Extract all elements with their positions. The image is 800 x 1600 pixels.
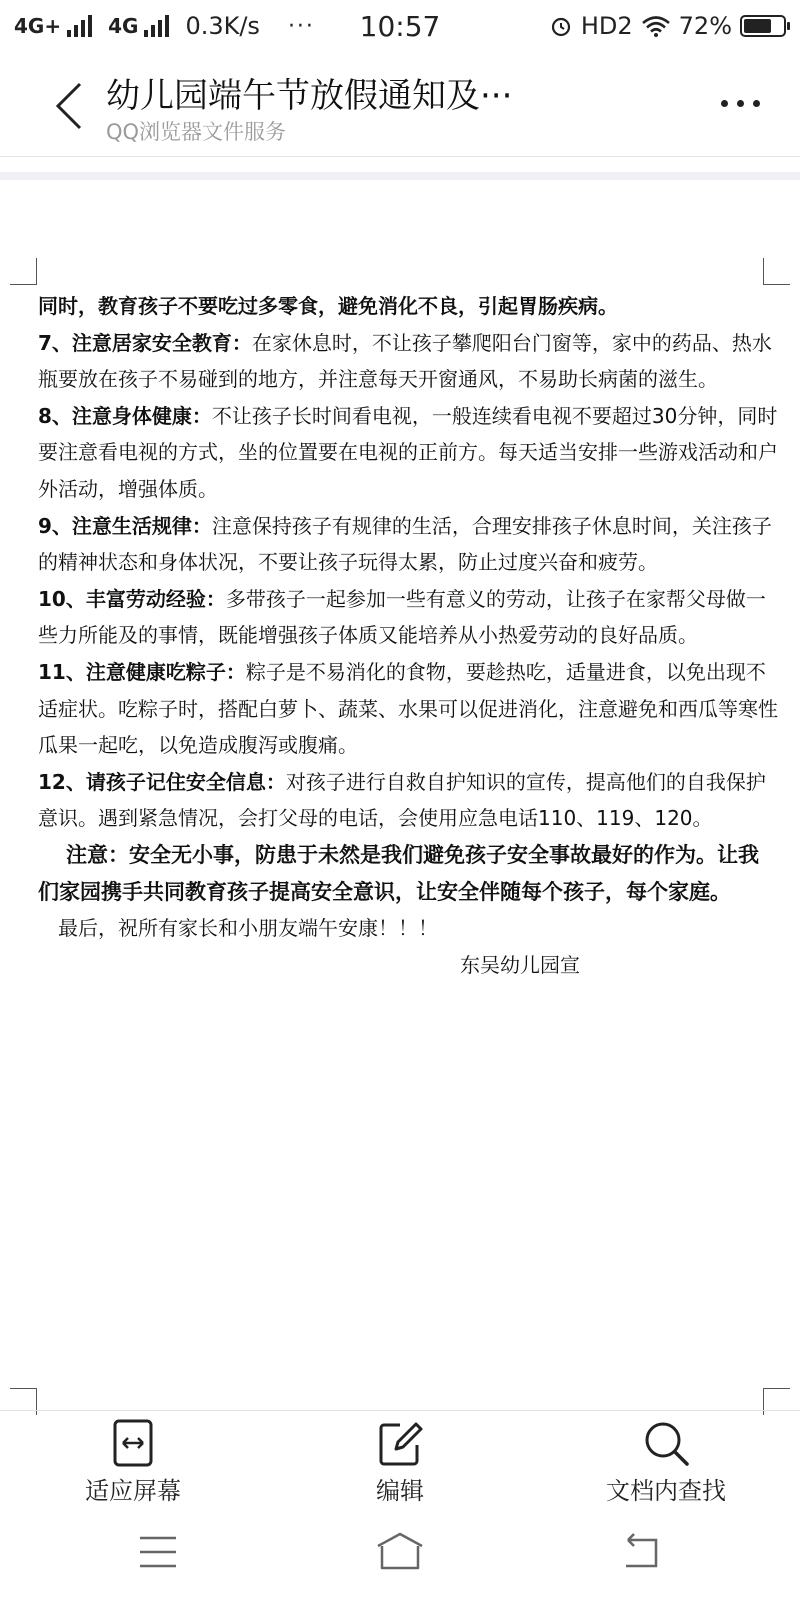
search-icon: [642, 1419, 690, 1467]
title-bar: [0, 52, 800, 157]
notification-dots: ···: [287, 13, 315, 39]
alarm-icon: [549, 14, 573, 38]
edit-button[interactable]: [300, 1411, 500, 1506]
list-item: [38, 581, 778, 654]
edit-icon: [376, 1419, 424, 1467]
crop-mark-top-right: [763, 258, 790, 285]
item-label: 10、丰富劳动经验：: [38, 586, 226, 611]
clock: 10:57: [359, 10, 441, 43]
item-text: 不让孩子长时间看电视，一般连续看电视不要超过30分钟，同时要注意看电视的方式，坐的位置要在电视的正前方。每天适当安排一些游戏活动和户外活动，增强体质。: [38, 403, 778, 501]
home-icon[interactable]: [370, 1530, 430, 1574]
back-arrow-icon[interactable]: [50, 80, 90, 132]
item-text: 注意保持孩子有规律的生活，合理安排孩子休息时间，关注孩子的精神状态和身体状况，不要让孩子玩得太累，防止过度兴奋和疲劳。: [38, 513, 772, 575]
divider: [0, 172, 800, 180]
item-text: 在家休息时，不让孩子攀爬阳台门窗等，家中的药品、热水瓶要放在孩子不易碰到的地方，并注意每天开窗通风，不易助长病菌的滋生。: [38, 330, 772, 392]
document-body: [38, 288, 778, 983]
list-item: [38, 325, 778, 398]
paragraph-1: 同时，教育孩子不要吃过多零食，避免消化不良，引起胃肠疾病。: [38, 294, 618, 318]
signature: 东吴幼儿园宣: [460, 952, 580, 977]
more-options-icon[interactable]: [721, 100, 760, 107]
network-type-2: 4G: [108, 14, 139, 38]
safety-note: 注意：安全无小事，防患于未然是我们避免孩子安全事故最好的作为。让我们家园携手共同教育孩子提高安全意识，让安全伴随每个孩子，每个家庭。: [38, 842, 759, 904]
system-nav-bar: [0, 1520, 800, 1600]
item-label: 8、注意身体健康：: [38, 403, 212, 428]
fit-screen-icon: [109, 1419, 157, 1467]
list-item: [38, 764, 778, 837]
page-title: 幼儿园端午节放假通知及···: [106, 76, 513, 116]
list-item: [38, 508, 778, 581]
find-label: 文档内查找: [606, 1477, 726, 1505]
hd-indicator: HD2: [580, 12, 633, 40]
list-item: [38, 398, 778, 508]
nav-back-icon[interactable]: [612, 1530, 672, 1574]
find-in-document-button[interactable]: [566, 1411, 766, 1506]
battery-percent: 72%: [678, 12, 732, 40]
crop-mark-top-left: [10, 258, 37, 285]
menu-icon[interactable]: [128, 1530, 188, 1574]
document-page[interactable]: [0, 180, 800, 1410]
item-text: 粽子是不易消化的食物，要趁热吃，适量进食，以免出现不适症状。吃粽子时，搭配白萝卜、蔬菜、水果可以促进消化，注意避免和西瓜等寒性瓜果一起吃，以免造成腹泻或腹痛。: [38, 659, 778, 758]
network-speed: 0.3K/s: [185, 12, 260, 40]
wifi-icon: [641, 15, 671, 37]
status-right: [549, 12, 786, 40]
item-label: 7、注意居家安全教育：: [38, 330, 252, 355]
closing-wish: 最后，祝所有家长和小朋友端午安康！！！: [58, 916, 438, 941]
list-item: [38, 654, 778, 764]
network-type-1: 4G+: [14, 14, 62, 38]
bottom-toolbar: [0, 1410, 800, 1505]
item-text: 对孩子进行自救自护知识的宣传，提高他们的自我保护意识。遇到紧急情况，会打父母的电话，会使用应急电话110、119、120。: [38, 769, 766, 831]
battery-icon: [740, 15, 786, 37]
status-bar: [0, 0, 800, 52]
item-label: 12、请孩子记住安全信息：: [38, 769, 286, 794]
edit-label: 编辑: [376, 1477, 424, 1505]
fit-screen-button[interactable]: [33, 1411, 233, 1506]
item-text: 多带孩子一起参加一些有意义的劳动，让孩子在家帮父母做一些力所能及的事情，既能增强孩子体质又能培养从小热爱劳动的良好品质。: [38, 586, 766, 648]
item-label: 9、注意生活规律：: [38, 513, 212, 538]
item-label: 11、注意健康吃粽子：: [38, 659, 246, 684]
page-subtitle: QQ浏览器文件服务: [106, 120, 287, 144]
fit-screen-label: 适应屏幕: [85, 1477, 181, 1505]
